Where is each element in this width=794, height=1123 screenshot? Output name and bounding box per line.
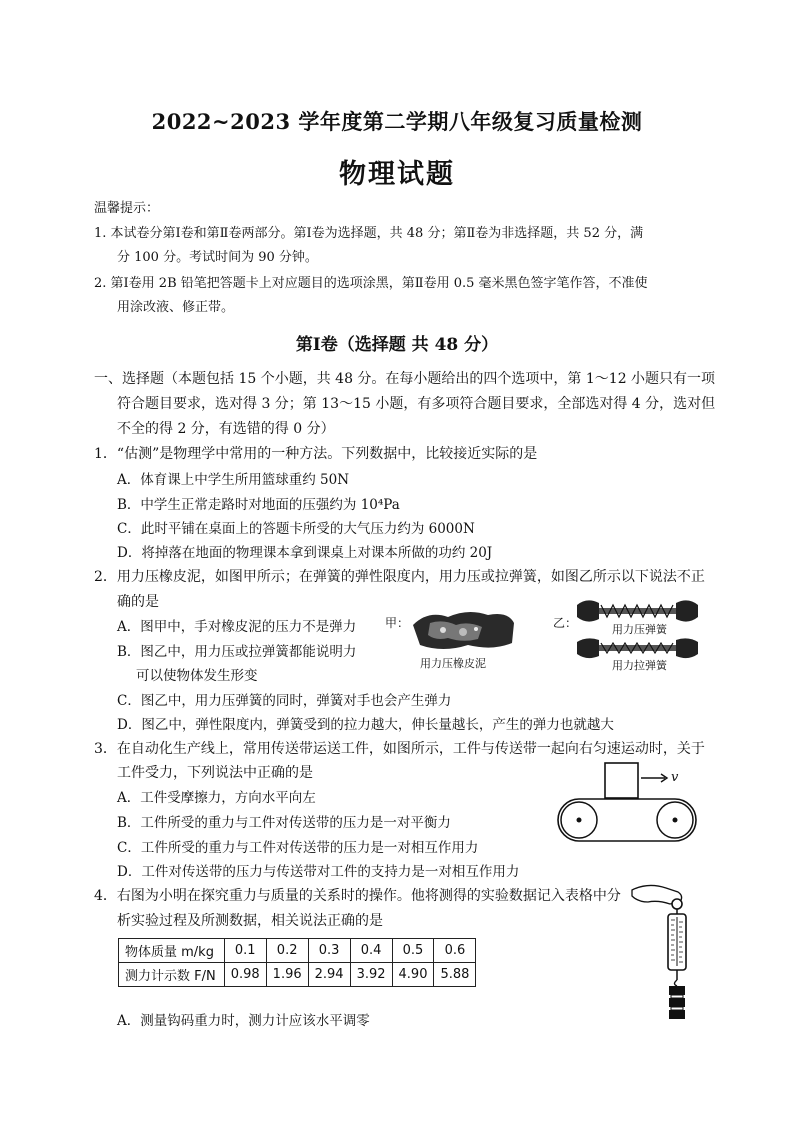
velocity-label: v — [671, 770, 679, 785]
question-2-stem-line-2: 确的是 — [117, 594, 159, 610]
question-3-option-a: A．工件受摩擦力，方向水平向左 — [117, 790, 316, 806]
table-cell: 0.3 — [308, 939, 350, 963]
mass-force-table — [118, 938, 476, 987]
question-2-stem-line-1: 2．用力压橡皮泥，如图甲所示；在弹簧的弹性限度内，用力压或拉弹簧，如图乙所示以下说法不正 — [94, 569, 705, 585]
table-cell: 0.1 — [224, 939, 266, 963]
question-3-option-b: B．工件所受的重力与工件对传送带的压力是一对平衡力 — [117, 815, 451, 831]
section-1-instructions-line-1: 一、选择题（本题包括 15 个小题，共 48 分。在每小题给出的四个选项中，第 1～12 小题只有一项 — [94, 371, 716, 387]
table-row — [119, 939, 476, 963]
figure-yi-press-caption: 用力压弹簧 — [612, 623, 667, 636]
figure-yi-pull-caption: 用力拉弹簧 — [612, 659, 667, 672]
question-2-option-b-line-1: B．图乙中，用力压或拉弹簧都能说明力 — [117, 644, 357, 660]
tip-2-line-1: 2. 第Ⅰ卷用 2B 铅笔把答题卡上对应题目的选项涂黑，第Ⅱ卷用 0.5 毫米黑色签字笔作答，不准使 — [94, 276, 648, 291]
spring-scale-figure — [630, 880, 695, 1025]
question-1-option-c: C．此时平铺在桌面上的答题卡所受的大气压力约为 6000N — [117, 521, 475, 537]
question-2-option-a: A．图甲中，手对橡皮泥的压力不是弹力 — [117, 619, 357, 635]
table-cell: 0.4 — [350, 939, 392, 963]
table-row-header: 测力计示数 F/N — [119, 963, 225, 987]
question-4-option-a: A．测量钩码重力时，测力计应该水平调零 — [117, 1013, 370, 1029]
question-4-stem-line-2: 析实验过程及所测数据，相关说法正确的是 — [117, 913, 383, 929]
tips-heading: 温馨提示： — [94, 201, 160, 216]
table-cell: 4.90 — [392, 963, 434, 987]
table-cell: 0.98 — [224, 963, 266, 987]
table-cell: 0.2 — [266, 939, 308, 963]
question-1-option-d: D．将掉落在地面的物理课本拿到课桌上对课本所做的功约 20J — [117, 545, 493, 561]
question-2-option-b-line-2: 可以使物体发生形变 — [136, 668, 258, 684]
table-cell: 1.96 — [266, 963, 308, 987]
exam-subtitle: 物理试题 — [339, 159, 455, 190]
table-cell: 3.92 — [350, 963, 392, 987]
tip-2-line-2: 用涂改液、修正带。 — [117, 300, 235, 315]
figure-jia-caption: 用力压橡皮泥 — [420, 657, 486, 670]
table-cell: 0.6 — [434, 939, 476, 963]
question-1-option-a: A．体育课上中学生所用篮球重约 50N — [117, 472, 350, 488]
tip-1-line-1: 1. 本试卷分第Ⅰ卷和第Ⅱ卷两部分。第Ⅰ卷为选择题，共 48 分；第Ⅱ卷为非选择题，共 52 分，满 — [94, 226, 644, 241]
exam-title: 2022~2023 学年度第二学期八年级复习质量检测 — [151, 109, 643, 134]
question-1-option-b: B．中学生正常走路时对地面的压强约为 10⁴Pa — [117, 497, 400, 513]
section-1-title: 第Ⅰ卷（选择题 共 48 分） — [295, 335, 499, 355]
question-2-option-c: C．图乙中，用力压弹簧的同时，弹簧对手也会产生弹力 — [117, 693, 452, 709]
tip-1-line-2: 分 100 分。考试时间为 90 分钟。 — [117, 250, 318, 265]
table-cell: 2.94 — [308, 963, 350, 987]
table-row — [119, 963, 476, 987]
question-1-stem: 1．“估测”是物理学中常用的一种方法。下列数据中，比较接近实际的是 — [94, 446, 538, 462]
section-1-instructions-line-2: 符合题目要求，选对得 3 分；第 13～15 小题，有多项符合题目要求，全部选对得 4 分，选对但 — [117, 396, 716, 412]
table-cell: 0.5 — [392, 939, 434, 963]
question-3-option-c: C．工件所受的重力与工件对传送带的压力是一对相互作用力 — [117, 840, 479, 856]
table-row-header: 物体质量 m/kg — [119, 939, 225, 963]
clay-press-figure — [408, 605, 518, 655]
question-3-option-d: D．工件对传送带的压力与传送带对工件的支持力是一对相互作用力 — [117, 864, 520, 880]
table-cell: 5.88 — [434, 963, 476, 987]
figure-yi-label: 乙： — [553, 616, 578, 630]
question-3-stem-line-2: 工件受力，下列说法中正确的是 — [117, 765, 313, 781]
figure-jia-label: 甲： — [385, 616, 410, 630]
question-2-option-d: D．图乙中，弹性限度内，弹簧受到的拉力越大，伸长量越长，产生的弹力也就越大 — [117, 717, 614, 733]
question-4-stem-line-1: 4．右图为小明在探究重力与质量的关系时的操作。他将测得的实验数据记入表格中分 — [94, 888, 621, 904]
question-3-stem-line-1: 3．在自动化生产线上，常用传送带运送工件，如图所示，工件与传送带一起向右匀速运动时，关于 — [94, 741, 705, 757]
section-1-instructions-line-3: 不全的得 2 分，有选错的得 0 分） — [117, 421, 335, 437]
